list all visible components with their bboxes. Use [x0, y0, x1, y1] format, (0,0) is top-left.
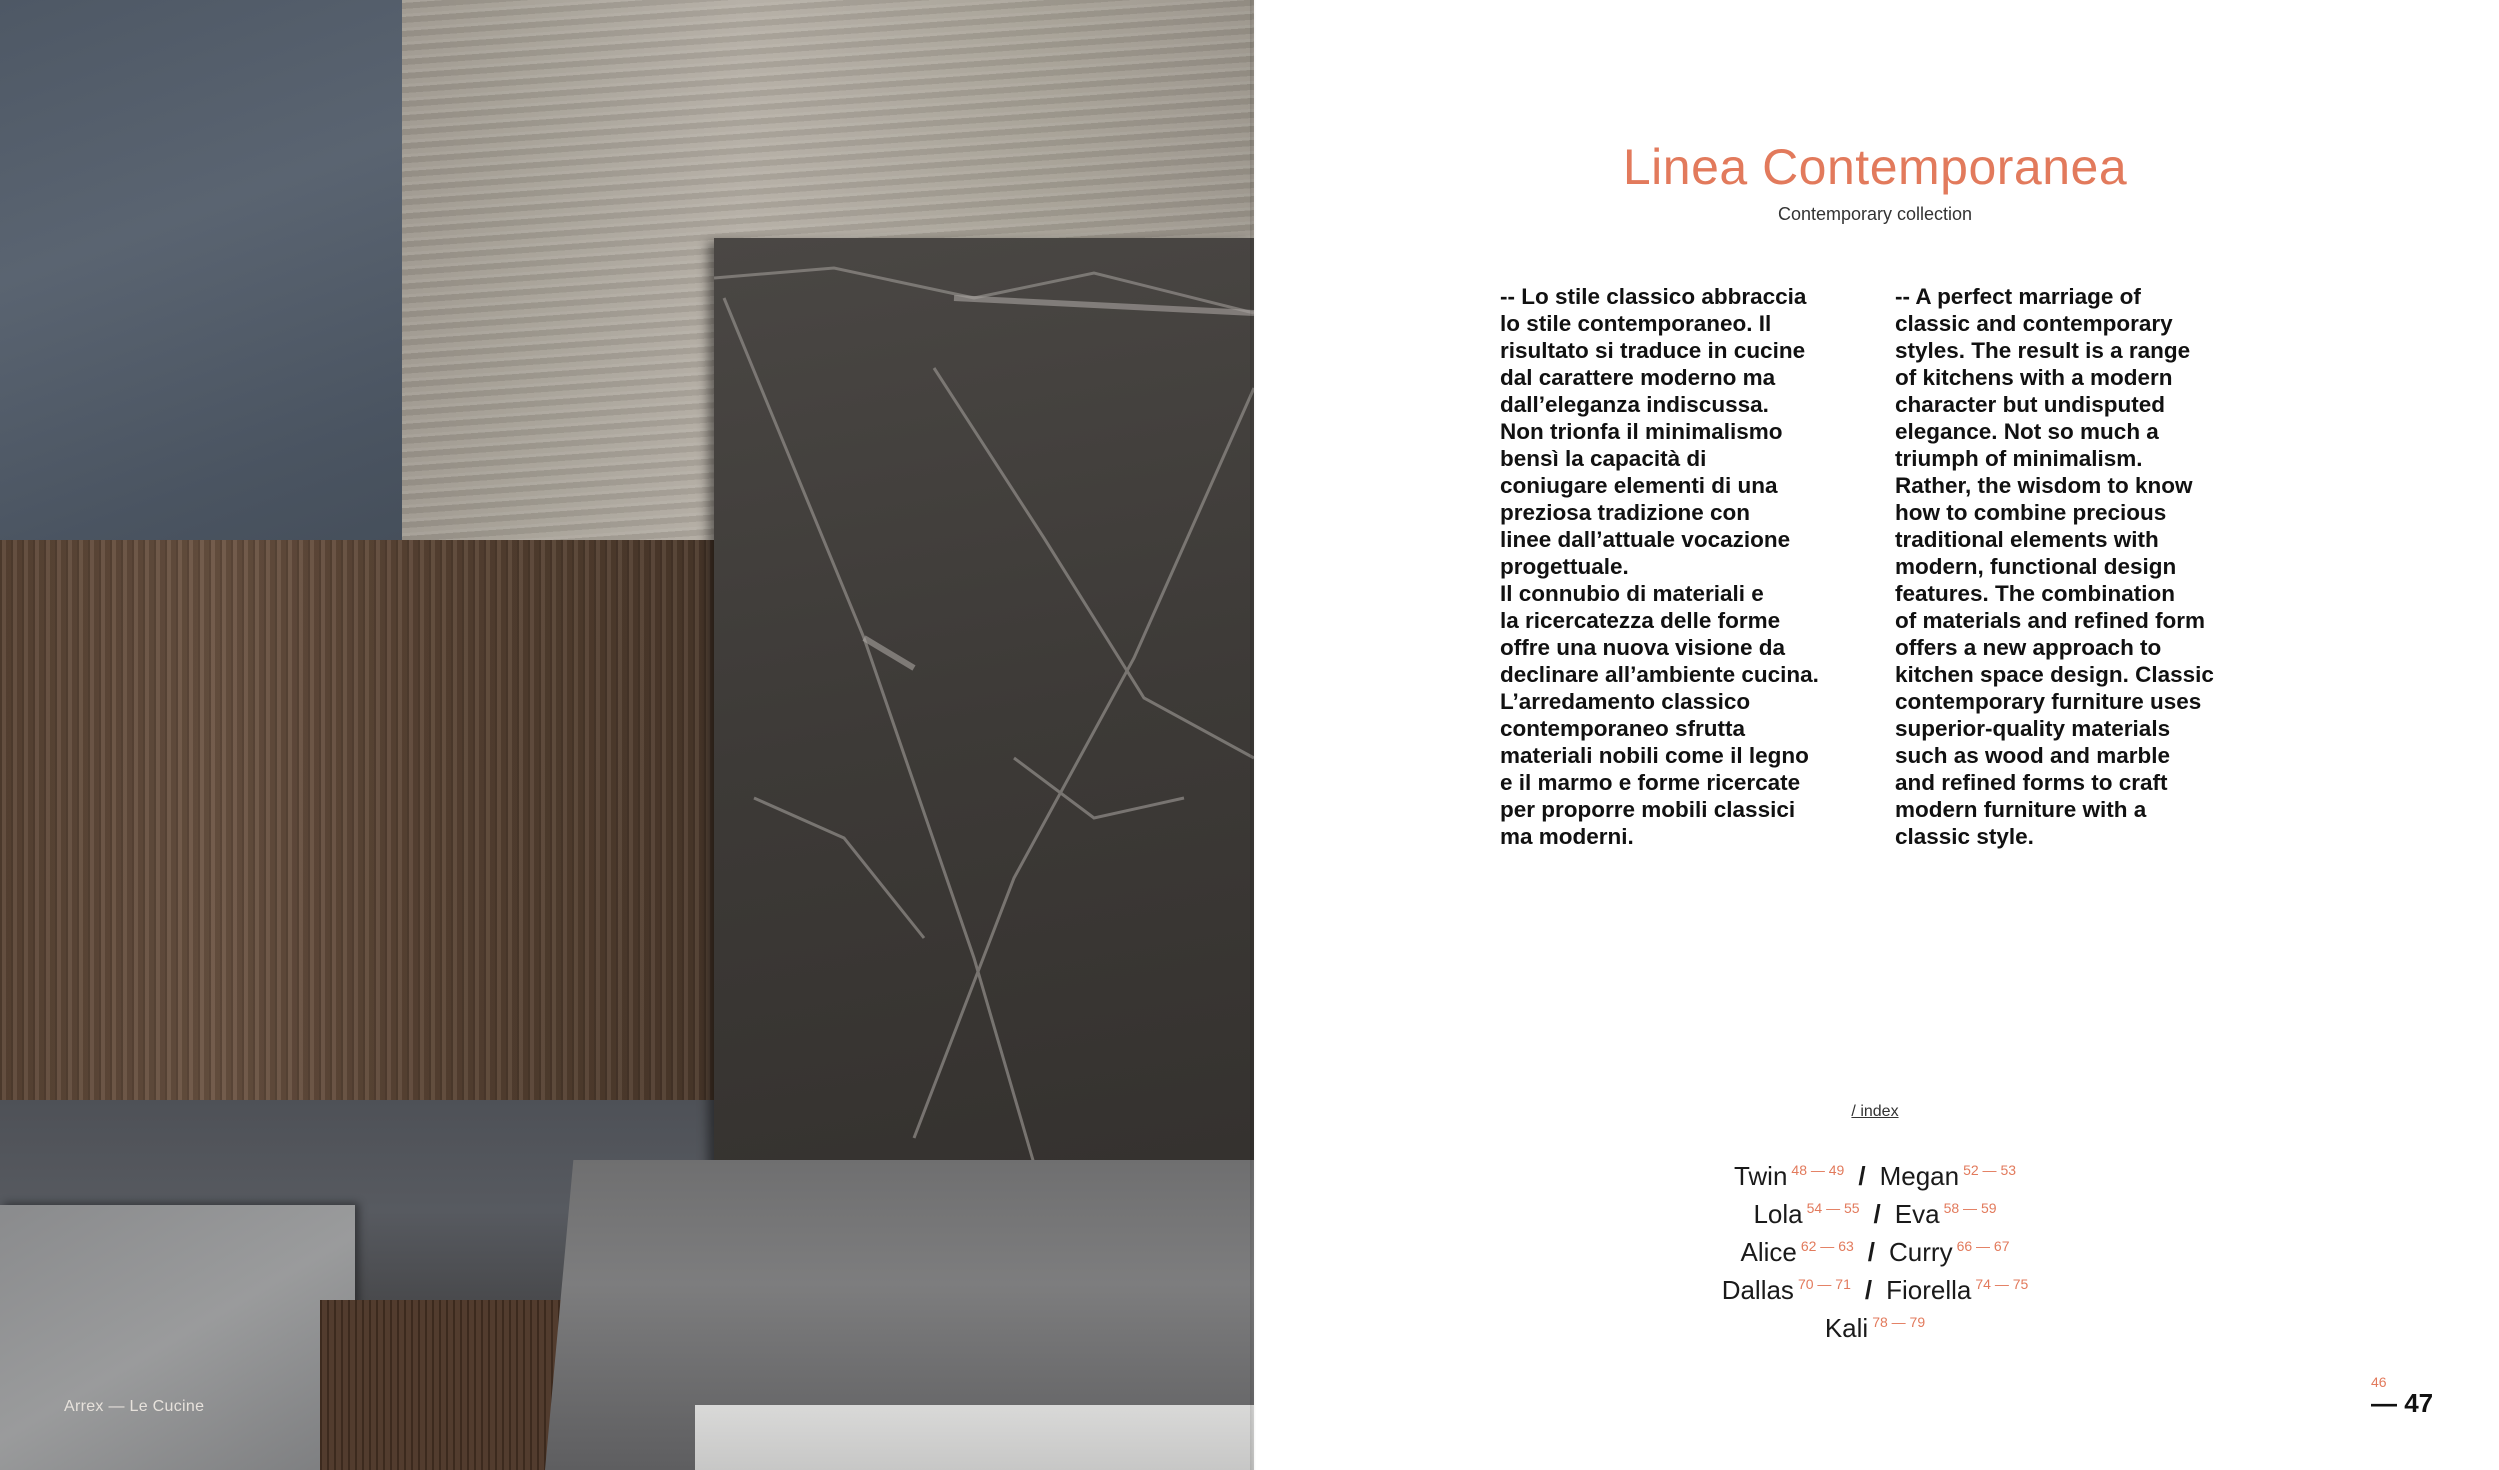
index-item-pages: 52 — 53: [1963, 1162, 2017, 1179]
text-line: per proporre mobili classici: [1500, 797, 1796, 822]
index-row: [1500, 1233, 2250, 1271]
text-line: traditional elements with: [1895, 527, 2159, 552]
collection-index: [1500, 1157, 2250, 1347]
index-label: / index: [1851, 1103, 1899, 1120]
text-line: triumph of minimalism.: [1895, 446, 2143, 471]
gray-stone-slab: [0, 1205, 355, 1470]
text-line: declinare all’ambiente cucina.: [1500, 662, 1819, 687]
index-item-pages: 66 — 67: [1956, 1238, 2010, 1255]
text-line: contemporaneo sfrutta: [1500, 716, 1746, 741]
index-row: [1500, 1157, 2250, 1195]
text-line: e il marmo e forme ricercate: [1500, 770, 1801, 795]
index-row: [1500, 1195, 2250, 1233]
index-item-name[interactable]: Twin: [1733, 1161, 1788, 1191]
text-line: classic style.: [1895, 824, 2034, 849]
index-separator: /: [1864, 1275, 1873, 1305]
index-row: [1500, 1271, 2250, 1309]
index-row: [1500, 1309, 2250, 1347]
index-item-pages: 70 — 71: [1797, 1276, 1851, 1293]
current-page-number: — 47: [2371, 1388, 2434, 1418]
text-line: classic and contemporary: [1895, 311, 2173, 336]
text-line: Rather, the wisdom to know: [1895, 473, 2193, 498]
text-line: progettuale.: [1500, 554, 1629, 579]
text-line: bensì la capacità di: [1500, 446, 1707, 471]
previous-page-number: 46: [2371, 1374, 2387, 1390]
page-spine: [1250, 0, 1256, 1470]
text-line: of materials and refined form: [1895, 608, 2206, 633]
text-line: elegance. Not so much a: [1895, 419, 2159, 444]
page-title: Linea Contemporanea: [1622, 139, 2128, 195]
index-item-pages: 48 — 49: [1791, 1162, 1845, 1179]
index-item-pages: 78 — 79: [1872, 1314, 1926, 1331]
text-line: offers a new approach to: [1895, 635, 2162, 660]
text-line: materiali nobili come il legno: [1500, 743, 1809, 768]
text-line: -- A perfect marriage of: [1895, 284, 2141, 309]
text-line: risultato si traduce in cucine: [1500, 338, 1806, 363]
text-line: modern furniture with a: [1895, 797, 2147, 822]
text-line: -- Lo stile classico abbraccia: [1500, 284, 1807, 309]
text-line: how to combine precious: [1895, 500, 2167, 525]
white-marble-edge: [695, 1405, 1254, 1470]
index-item-name[interactable]: Curry: [1889, 1237, 1953, 1267]
italian-text-column: [1500, 283, 1880, 850]
dark-wood-panel: [0, 540, 720, 1120]
english-text-column: [1895, 283, 2270, 850]
text-line: preziosa tradizione con: [1500, 500, 1751, 525]
text-line: contemporary furniture uses: [1895, 689, 2202, 714]
index-item-name[interactable]: Fiorella: [1886, 1275, 1972, 1305]
black-marble-panel: [714, 238, 1254, 1208]
text-line: lo stile contemporaneo. Il: [1500, 311, 1772, 336]
brand-footer: Arrex — Le Cucine: [64, 1398, 205, 1415]
text-line: coniugare elementi di una: [1500, 473, 1778, 498]
index-item-pages: 74 — 75: [1975, 1276, 2029, 1293]
text-line: of kitchens with a modern: [1895, 365, 2173, 390]
index-item-name[interactable]: Megan: [1879, 1161, 1960, 1191]
text-line: la ricercatezza delle forme: [1500, 608, 1781, 633]
index-item-pages: 58 — 59: [1943, 1200, 1997, 1217]
index-item-pages: 62 — 63: [1800, 1238, 1854, 1255]
text-line: Il connubio di materiali e: [1500, 581, 1764, 606]
text-line: superior-quality materials: [1895, 716, 2171, 741]
text-line: character but undisputed: [1895, 392, 2166, 417]
page-subtitle: Contemporary collection: [1777, 204, 1973, 224]
index-item-pages: 54 — 55: [1806, 1200, 1860, 1217]
index-item-name[interactable]: Lola: [1753, 1199, 1803, 1229]
text-line: ma moderni.: [1500, 824, 1634, 849]
text-line: kitchen space design. Classic: [1895, 662, 2214, 687]
text-line: Non trionfa il minimalismo: [1500, 419, 1783, 444]
text-line: and refined forms to craft: [1895, 770, 2168, 795]
text-line: styles. The result is a range: [1895, 338, 2191, 363]
text-line: linee dall’attuale vocazione: [1500, 527, 1791, 552]
index-separator: /: [1867, 1237, 1876, 1267]
index-item-name[interactable]: Eva: [1894, 1199, 1940, 1229]
index-item-name[interactable]: Kali: [1824, 1313, 1869, 1343]
text-line: dal carattere moderno ma: [1500, 365, 1776, 390]
text-line: dall’eleganza indiscussa.: [1500, 392, 1769, 417]
index-item-name[interactable]: Dallas: [1721, 1275, 1794, 1305]
text-line: offre una nuova visione da: [1500, 635, 1786, 660]
index-item-name[interactable]: Alice: [1740, 1237, 1797, 1267]
text-line: such as wood and marble: [1895, 743, 2171, 768]
text-line: modern, functional design: [1895, 554, 2177, 579]
index-separator: /: [1858, 1161, 1866, 1191]
text-line: features. The combination: [1895, 581, 2176, 606]
text-line: L’arredamento classico: [1500, 689, 1751, 714]
index-separator: /: [1873, 1199, 1881, 1229]
